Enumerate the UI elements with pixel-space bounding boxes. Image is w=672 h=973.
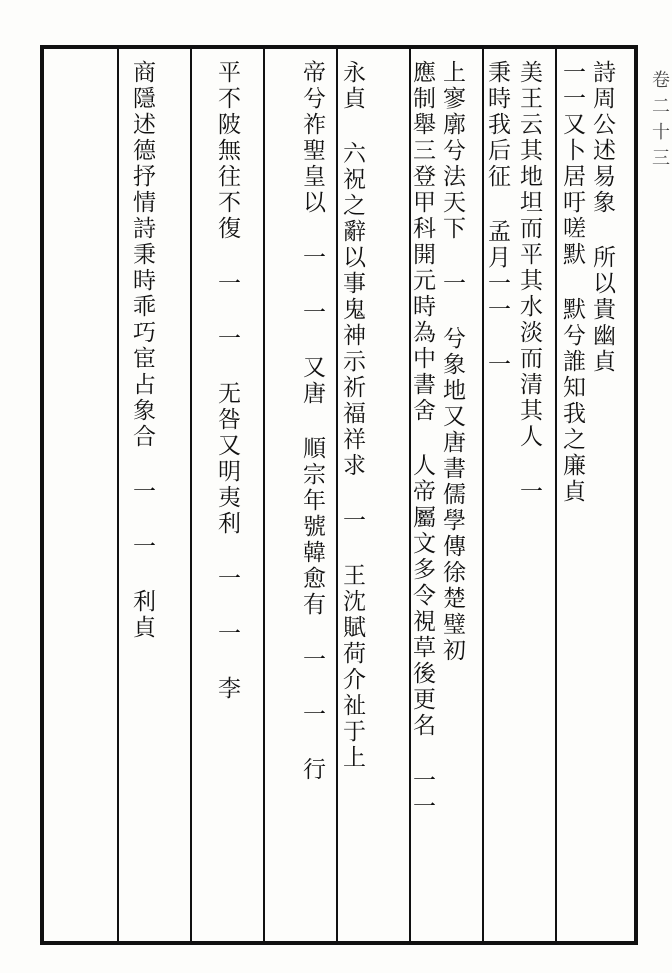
text-column-9: 平不陂無往不復 一 一 无咎又明夷利 一 一 李 [214, 60, 240, 702]
text-column-7: 永貞 六祝之辭以事鬼神示祈福祥求 一 王沈賦荷介祉于上 [339, 60, 365, 771]
column-rule [190, 45, 192, 945]
column-rule [117, 45, 119, 945]
text-column-1: 詩周公述易象 所以貴幽貞 [589, 60, 615, 375]
text-column-6: 應制舉三登甲科開元時為中書舍 人帝屬文多令視草後更名 一一 [409, 60, 435, 820]
margin-strip-text: 卷二十三 [649, 70, 670, 174]
text-column-3: 美王云其地坦而平其水淡而清其人 一 [516, 60, 542, 505]
column-rule [555, 45, 557, 945]
column-rule [263, 45, 265, 945]
text-column-8: 帝兮祚聖皇以 一 一 又唐 順宗年號韓愈有 一 一 行 [299, 60, 325, 783]
text-column-5: 上寥廓兮法天下 一 兮象地又唐書儒學傳徐楚璧初 [439, 60, 465, 664]
text-column-10: 商隱述德抒情詩秉時乖巧宦占象合 一 一 利貞 [129, 60, 155, 641]
text-column-4: 秉時我后征 孟月一一 一 [484, 60, 510, 378]
text-column-2: 一一又卜居吁嗟默 默兮誰知我之廉貞 [559, 60, 585, 505]
column-rule [336, 45, 338, 945]
